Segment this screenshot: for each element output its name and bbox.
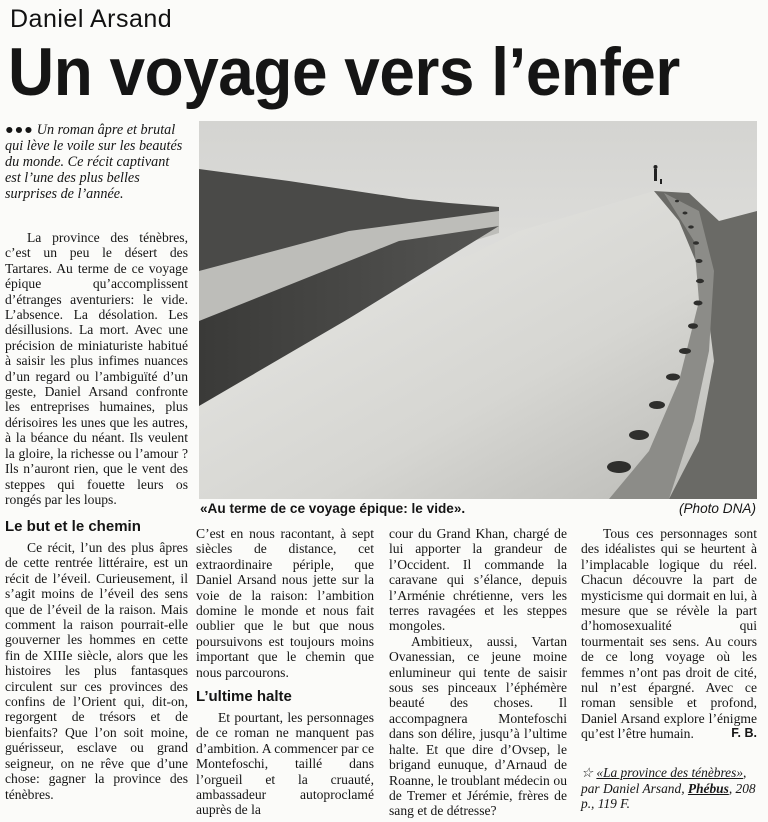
lede-text: Un roman âpre et brutal qui lève le voile sur les beautés du monde. Ce récit captivant est l’une des plus belles surprises de l’année.	[5, 122, 183, 202]
book-details: , 208 p., 119 F.	[581, 780, 756, 811]
column-2-top	[196, 526, 374, 680]
photo-caption-row	[200, 501, 756, 516]
paragraph	[581, 526, 757, 742]
bullet-dots-icon: ●●●	[5, 122, 34, 138]
column-2-body	[196, 710, 374, 818]
book-publisher: Phébus	[687, 780, 729, 796]
subheading-ultime-halte: L’ultime halte	[196, 688, 292, 705]
book-author: , par Daniel Arsand,	[581, 765, 747, 796]
author-signature: F. B.	[731, 726, 757, 741]
column-1-body	[5, 540, 188, 802]
paragraph: cour du Grand Khan, chargé de lui apporter la grandeur de l’Occident. Il commande la caravane qui s’élance, depuis l’Arménie chrétienne, vers les terres ravagées et les steppes mongoles.	[389, 526, 567, 634]
book-reference	[581, 765, 757, 812]
paragraph: Et pourtant, les personnages de ce roman ne manquent pas d’ambition. A commencer par ce Montefoschi, taillé dans l’orgueil et la cruauté, ambassadeur autoproclamé auprès de la	[196, 710, 374, 818]
photo-credit: (Photo DNA)	[678, 501, 756, 516]
author-byline: Daniel Arsand	[10, 5, 173, 33]
paragraph-text: Tous ces personnages sont des idéalistes qui se heurtent à l’implacable logique du réel. Chacun découvre la part de mysticisme qui dormait en lui, à mesure que se révèle la part d’homosexualité qui tourmentait ses sens. Au cours de ce long voyage où les femmes n’ont pas droit de cité, nul n’est épargné. Avec ce roman sensible et profond, Daniel Arsand explore l’énigme qu’est l’être humain.	[581, 526, 757, 742]
star-icon: ☆	[581, 765, 594, 780]
lede	[5, 122, 188, 202]
book-title: «La province des ténèbres»	[596, 765, 744, 780]
paragraph: Ce récit, l’un des plus âpres de cette rentrée littéraire, est un récit de l’éveil. Curieusement, il s’agit moins de l’éveil des sens que de l’éveil de la raison. Mais comment la raison pourrait-elle gouverner les hommes en cette fin de XIIIe siècle, alors que les histoires les plus fantasques circulent sur ces provinces des confins de l’Orient qui, dit-on, regorgent de trésors et de bienfaits? Que l’on soit moine, guérisseur, esclave ou grand seigneur, on ne rêve que d’une chose: gagner la province des ténèbres.	[5, 540, 188, 802]
paragraph: C’est en nous racontant, à sept siècles de distance, cet extraordinaire périple, que Daniel Arsand nous jette sur la voie de la raison: l’ambition domine le monde et nous fait oublier que le but que nous poursuivons est toujours moins important que le chemin que nous parcourons.	[196, 526, 374, 680]
subheading-but-et-chemin: Le but et le chemin	[5, 518, 141, 535]
column-3	[389, 526, 567, 819]
paragraph: La province des ténèbres, c’est un peu le désert des Tartares. Au terme de ce voyage épique qu’accomplissent d’étranges aventuriers: le vide. L’absence. La désolation. Les désillusions. La mort. Avec une précision de miniaturiste habitué à saisir les plus infimes nuances d’un regard ou l’ambiguïté d’un geste, Daniel Arsand confronte les entreprises humaines, plus dérisoires les unes que les autres, à la béance du néant. Ils veulent la gloire, la richesse ou l’amour ? Ils n’auront rien, que le vent des steppes qui fouette leurs os rongés par les loups.	[5, 230, 188, 507]
paragraph: Ambitieux, aussi, Vartan Ovanessian, ce jeune moine enlumineur qui tente de saisir sous ses pinceaux l’éphémère beauté des choses. Il accompagnera Montefoschi dans son délire, jusqu’à l’ultime halte. Et que dire d’Ovsep, le brigand eunuque, d’Arnaud de Roanne, le troublant médecin ou de Tremer et Jérémie, frères de sang et de détresse?	[389, 633, 567, 819]
desert-dune-photo	[199, 121, 757, 499]
column-4	[581, 526, 757, 742]
column-1-intro	[5, 230, 188, 507]
headline: Un voyage vers l’enfer	[8, 34, 680, 110]
photo-caption: «Au terme de ce voyage épique: le vide».	[200, 501, 466, 516]
